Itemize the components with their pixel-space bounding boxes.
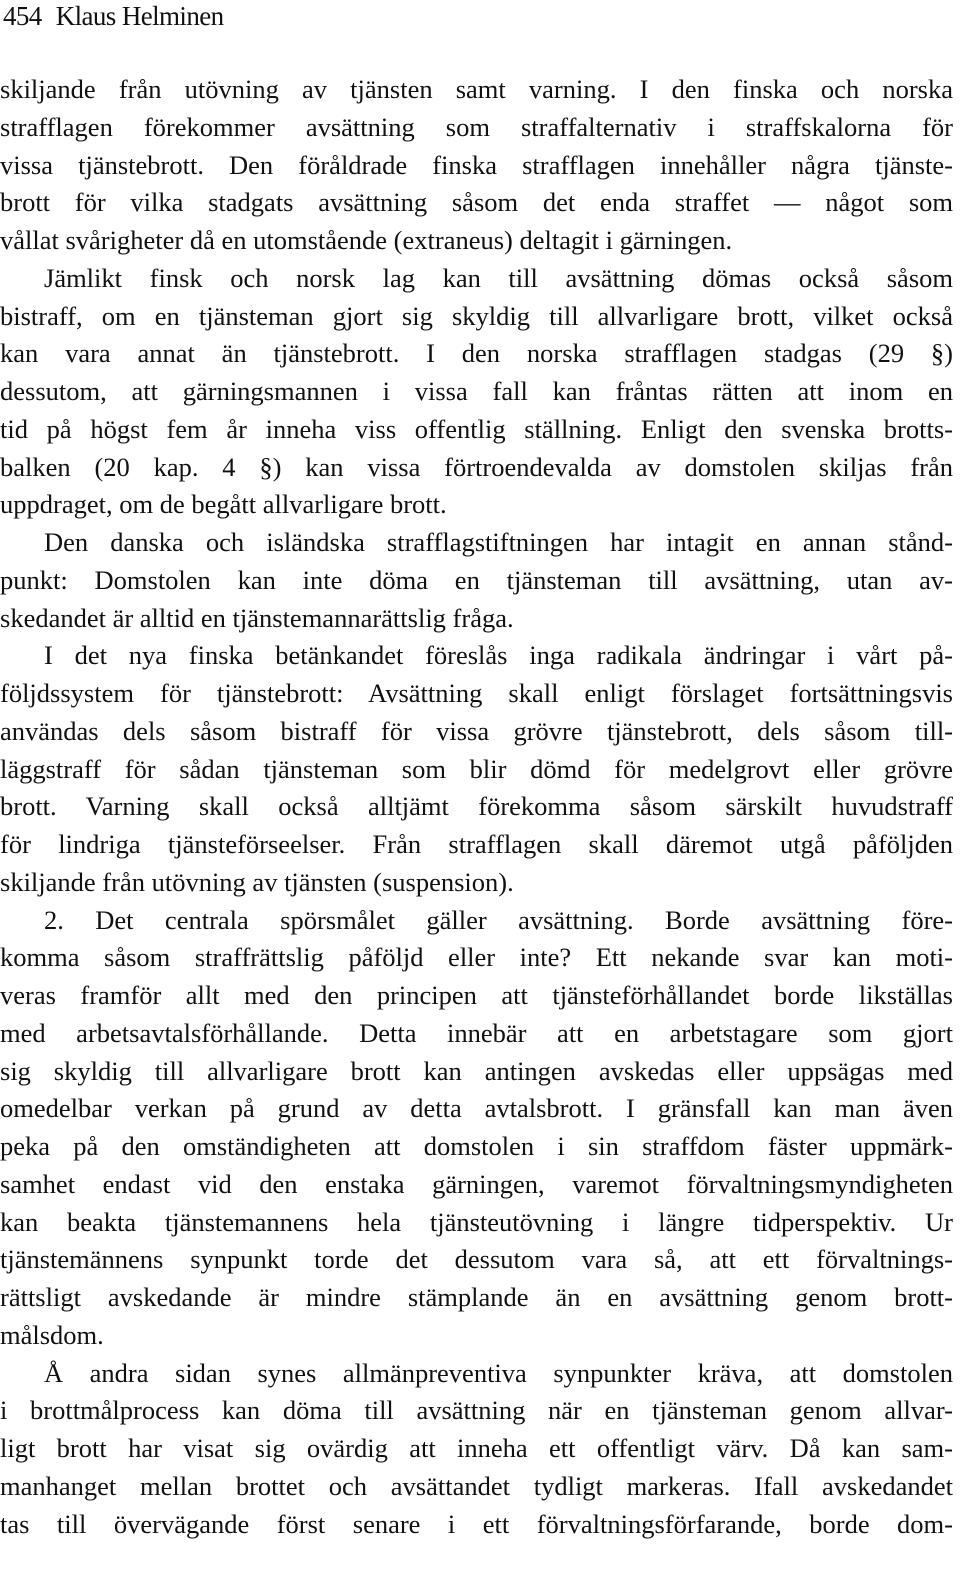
text-line: manhanget mellan brottet och avsättandet tydligt markeras. Ifall avskedandet [0, 1470, 953, 1501]
text-line: i brottmålprocess kan döma till avsättning när en tjänsteman genom allvar- [0, 1395, 953, 1426]
text-line: omedelbar verkan på grund av detta avtalsbrott. I gränsfall kan man även [0, 1093, 953, 1124]
text-line: ligt brott har visat sig ovärdig att inneha ett offentligt värv. Då kan sam- [0, 1433, 953, 1463]
text-line: tas till övervägande först senare i ett förvaltningsförfarande, borde dom- [0, 1508, 953, 1539]
text-line: kan beakta tjänstemannens hela tjänsteutövning i längre tidperspektiv. Ur [0, 1206, 953, 1237]
text-line: uppdraget, om de begått allvarligare brott. [0, 489, 447, 520]
text-line: I det nya finska betänkandet föreslås inga radikala ändringar i vårt på- [44, 640, 953, 671]
text-line: balken (20 kap. 4 §) kan vissa förtroendevalda av domstolen skiljas från [0, 451, 953, 482]
text-line: målsdom. [0, 1319, 104, 1350]
text-line: bistraff, om en tjänsteman gjort sig skyldig till allvarligare brott, vilket också [0, 300, 953, 331]
text-line: med arbetsavtalsförhållande. Detta innebär att en arbetstagare som gjort [0, 1017, 953, 1048]
page-number: 454 [3, 1, 42, 31]
text-line: följdssystem för tjänstebrott: Avsättning skall enligt förslaget fortsättningsvis [0, 678, 953, 708]
text-line: skiljande från utövning av tjänsten samt varning. I den finska och norska [0, 74, 953, 104]
author-name: Klaus Helminen [55, 1, 224, 31]
text-line: veras framför allt med den principen att tjänsteförhållandet borde likställas [0, 980, 953, 1010]
text-line: Den danska och isländska strafflagstiftningen har intagit en annan stånd- [44, 527, 953, 557]
text-line: tid på högst fem år inneha viss offentlig ställning. Enligt den svenska brotts- [0, 413, 953, 444]
text-line: samhet endast vid den enstaka gärningen, varemot förvaltningsmyndigheten [0, 1168, 953, 1199]
text-line: vissa tjänstebrott. Den föråldrade finska strafflagen innehåller några tjänste- [0, 149, 953, 180]
text-line: skiljande från utövning av tjänsten (suspension). [0, 866, 514, 897]
text-line: komma såsom straffrättslig påföljd eller inte? Ett nekande svar kan moti- [0, 942, 953, 973]
body-text [0, 71, 953, 1543]
text-line: dessutom, att gärningsmannen i vissa fall kan fråntas rätten att inom en [0, 376, 953, 406]
text-line: Å andra sidan synes allmänpreventiva synpunkter kräva, att domstolen [44, 1357, 953, 1388]
text-line: tjänstemännens synpunkt torde det dessutom vara så, att ett förvaltnings- [0, 1244, 953, 1275]
text-line: brott. Varning skall också alltjämt förekomma såsom särskilt huvudstraff [0, 791, 953, 822]
text-line: sig skyldig till allvarligare brott kan antingen avskedas eller uppsägas med [0, 1055, 953, 1086]
text-line: kan vara annat än tjänstebrott. I den norska strafflagen stadgas (29 §) [0, 338, 953, 369]
text-line: brott för vilka stadgats avsättning såsom det enda straffet — något som [0, 187, 953, 218]
text-line: peka på den omständigheten att domstolen i sin straffdom fäster uppmärk- [0, 1131, 953, 1161]
text-line: vållat svårigheter då en utomstående (extraneus) deltagit i gärningen. [0, 225, 733, 255]
text-line: rättsligt avskedande är mindre stämplande än en avsättning genom brott- [0, 1282, 953, 1312]
text-line: 2. Det centrala spörsmålet gäller avsättning. Borde avsättning före- [44, 904, 953, 935]
running-header [3, 0, 224, 33]
text-line: strafflagen förekommer avsättning som straffalternativ i straffskalorna för [0, 111, 953, 142]
text-line: användas dels såsom bistraff för vissa grövre tjänstebrott, dels såsom till- [0, 715, 953, 746]
text-line: Jämlikt finsk och norsk lag kan till avsättning dömas också såsom [44, 262, 953, 293]
text-line: punkt: Domstolen kan inte döma en tjänsteman till avsättning, utan av- [0, 564, 953, 595]
text-line: läggstraff för sådan tjänsteman som blir dömd för medelgrovt eller grövre [0, 753, 953, 784]
text-line: för lindriga tjänsteförseelser. Från strafflagen skall däremot utgå påföljden [0, 829, 953, 859]
text-line: skedandet är alltid en tjänstemannarättslig fråga. [0, 602, 514, 633]
